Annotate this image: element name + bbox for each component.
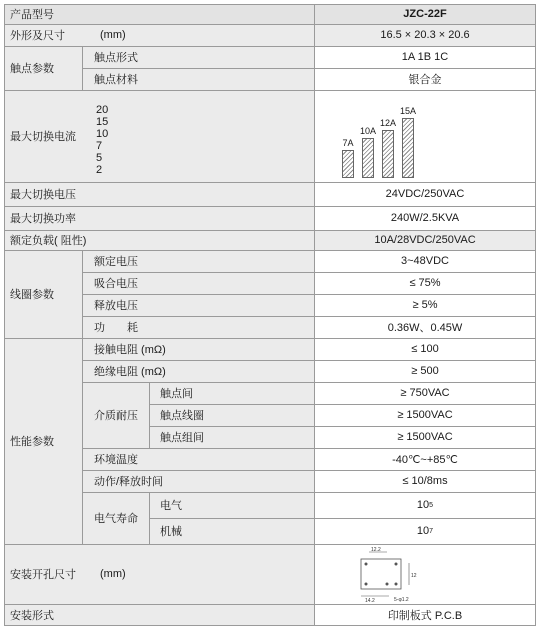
chart-bar-label: 15A bbox=[399, 106, 416, 116]
pin-hole bbox=[395, 563, 398, 566]
contact-form-value: 1A 1B 1C bbox=[401, 51, 449, 63]
coil-row-label: 额定电压 bbox=[94, 256, 138, 268]
mounting-hole-unit: (mm) bbox=[100, 568, 126, 580]
chart-tick-label: 5 bbox=[96, 152, 103, 164]
coil-row-value: ≥ 5% bbox=[412, 299, 438, 311]
pin-hole bbox=[395, 583, 398, 586]
spec-table bbox=[4, 4, 536, 626]
coil-row-value: ≤ 75% bbox=[409, 277, 441, 289]
life-mechanical-value bbox=[314, 518, 536, 544]
rated-load-value: 10A/28VDC/250VAC bbox=[374, 234, 476, 246]
dielectric-row-label: 触点间 bbox=[160, 388, 193, 400]
coil-row-label: 吸合电压 bbox=[94, 278, 138, 290]
dimensions-label: 外形及尺寸 bbox=[10, 30, 65, 42]
chart-bar-label: 10A bbox=[359, 126, 376, 136]
life-mechanical-exponent: 7 bbox=[429, 527, 434, 535]
life-label: 电气寿命 bbox=[94, 513, 138, 525]
table-line bbox=[149, 492, 150, 544]
life-electrical-value bbox=[314, 492, 536, 518]
coil-row-label: 功 耗 bbox=[94, 322, 138, 334]
dielectric-row-value: ≥ 750VAC bbox=[400, 387, 450, 399]
table-line bbox=[149, 382, 150, 448]
insulation-value: ≥ 500 bbox=[411, 365, 439, 377]
chart-tick-label: 15 bbox=[96, 116, 109, 128]
contact-material-value: 银合金 bbox=[408, 74, 442, 86]
coil-row-value: 3~48VDC bbox=[400, 255, 449, 267]
table-line bbox=[82, 250, 83, 544]
chart-bar bbox=[402, 118, 414, 178]
contact-resistance-label: 接触电阻 (mΩ) bbox=[94, 344, 166, 356]
dielectric-label: 介质耐压 bbox=[94, 410, 138, 422]
chart-tick-label: 10 bbox=[96, 128, 109, 140]
contact-material-label: 触点材料 bbox=[94, 74, 138, 86]
contact-resistance-value: ≤ 100 bbox=[411, 343, 439, 355]
chart-tick-label: 20 bbox=[96, 104, 109, 116]
contact-label: 触点参数 bbox=[10, 63, 54, 75]
chart-bar-label: 7A bbox=[342, 138, 354, 148]
performance-label: 性能参数 bbox=[10, 436, 54, 448]
max-current-label: 最大切换电流 bbox=[10, 131, 76, 143]
env-temp-label: 环境温度 bbox=[94, 454, 138, 466]
chart-bar bbox=[342, 150, 354, 178]
max-power-label: 最大切换功率 bbox=[10, 213, 76, 225]
coil-row-value: 0.36W、0.45W bbox=[387, 322, 463, 334]
rated-load-label: 额定负载( 阻性) bbox=[10, 235, 87, 247]
life-electrical-exponent: 5 bbox=[429, 501, 434, 509]
life-mechanical-base: 10 bbox=[416, 525, 430, 537]
mounting-type-label: 安装形式 bbox=[10, 610, 54, 622]
model-value: JZC-22F bbox=[403, 8, 447, 20]
max-power-value: 240W/2.5KVA bbox=[390, 212, 460, 224]
chart-bar bbox=[382, 130, 394, 178]
insulation-label: 绝缘电阻 (mΩ) bbox=[94, 366, 166, 378]
pin-hole bbox=[365, 583, 368, 586]
table-line bbox=[82, 46, 83, 90]
max-voltage-value: 24VDC/250VAC bbox=[385, 188, 465, 200]
chart-tick-label: 7 bbox=[96, 140, 103, 152]
dielectric-row-value: ≥ 1500VAC bbox=[397, 409, 453, 421]
dielectric-row-label: 触点线圈 bbox=[160, 410, 204, 422]
dim-top-label: 12.2 bbox=[371, 547, 381, 553]
contact-form-label: 触点形式 bbox=[94, 52, 138, 64]
coil-row-label: 释放电压 bbox=[94, 300, 138, 312]
pin-hole bbox=[386, 583, 389, 586]
dielectric-row-value: ≥ 1500VAC bbox=[397, 431, 453, 443]
dimensions-value: 16.5 × 20.3 × 20.6 bbox=[380, 29, 470, 41]
mounting-type-value: 印制板式 P.C.B bbox=[387, 610, 463, 622]
dim-bottom-label: 14.2 bbox=[365, 598, 375, 602]
dielectric-row-label: 触点组间 bbox=[160, 432, 204, 444]
op-time-label: 动作/释放时间 bbox=[94, 476, 164, 488]
pin-hole bbox=[365, 563, 368, 566]
coil-label: 线圈参数 bbox=[10, 289, 54, 301]
life-mechanical-label: 机械 bbox=[160, 526, 182, 538]
dim-hole-label: 5-φ1.2 bbox=[394, 597, 409, 602]
chart-bar bbox=[362, 138, 374, 178]
chart-bar-label: 12A bbox=[379, 118, 396, 128]
life-electrical-label: 电气 bbox=[160, 500, 182, 512]
dimensions-unit: (mm) bbox=[100, 29, 126, 41]
mounting-hole-label: 安装开孔尺寸 bbox=[10, 569, 76, 581]
mounting-hole-diagram bbox=[349, 547, 429, 602]
chart-tick-label: 2 bbox=[96, 164, 103, 176]
op-time-value: ≤ 10/8ms bbox=[402, 475, 448, 487]
header-label: 产品型号 bbox=[10, 9, 54, 21]
dim-side-label: 12 bbox=[411, 573, 417, 579]
env-temp-value: -40℃~+85℃ bbox=[392, 453, 458, 466]
max-current-chart bbox=[4, 90, 536, 182]
life-electrical-base: 10 bbox=[416, 499, 430, 511]
max-voltage-label: 最大切换电压 bbox=[10, 189, 76, 201]
